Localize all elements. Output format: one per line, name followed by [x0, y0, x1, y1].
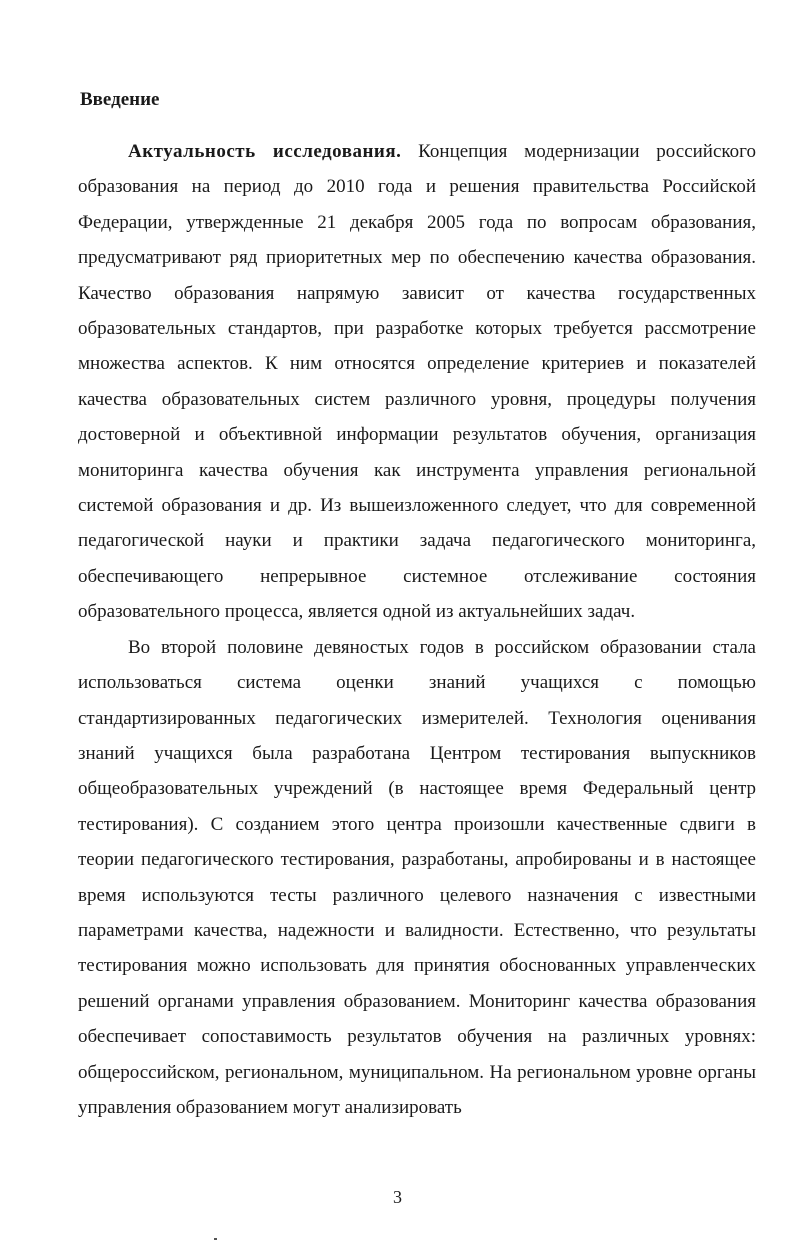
- scan-speck: [214, 1238, 217, 1240]
- page-number: 3: [393, 1187, 402, 1207]
- paragraph-relevance: [78, 134, 756, 630]
- section-heading: Введение: [80, 89, 160, 110]
- body-text: [78, 134, 756, 1125]
- paragraph-lead: Актуальность исследования.: [128, 141, 402, 162]
- paragraph-text: Концепция модернизации российского образования на период до 2010 года и решения правительства Российской Федерации, утвержденные 21 декабря 2005 года по вопросам образования, предусматривают ряд приоритетных мер по обеспечению качества образования. Качество образования напрямую зависит от качества государственных образовательных стандартов, при разработке которых требуется рассмотрение множества аспектов. К ним относятся определение критериев и показателей качества образовательных систем различного уровня, процедуры получения достоверной и объективной информации результатов обучения, организация мониторинга качества обучения как инструмента управления региональной системой образования и др. Из вышеизложенного следует, что для современной педагогической науки и практики задача педагогического мониторинга, обеспечивающего непрерывное системное отслеживание состояния образовательного процесса, является одной из актуальнейших задач.: [78, 141, 756, 623]
- paragraph-text: Во второй половине девяностых годов в российском образовании стала использоваться система оценки знаний учащихся с помощью стандартизированных педагогических измерителей. Технология оценивания знаний учащихся была разработана Центром тестирования выпускников общеобразовательных учреждений (в настоящее время Федеральный центр тестирования). С созданием этого центра произошли качественные сдвиги в теории педагогического тестирования, разработаны, апробированы и в настоящее время используются тесты различного целевого назначения с известными параметрами качества, надежности и валидности. Естественно, что результаты тестирования можно использовать для принятия обоснованных управленческих решений органами управления образованием. Мониторинг качества образования обеспечивает сопоставимость результатов обучения на различных уровнях: общероссийском, региональном, муниципальном. На региональном уровне органы управления образованием могут анализировать: [78, 636, 756, 1118]
- paragraph-testing: [78, 630, 756, 1126]
